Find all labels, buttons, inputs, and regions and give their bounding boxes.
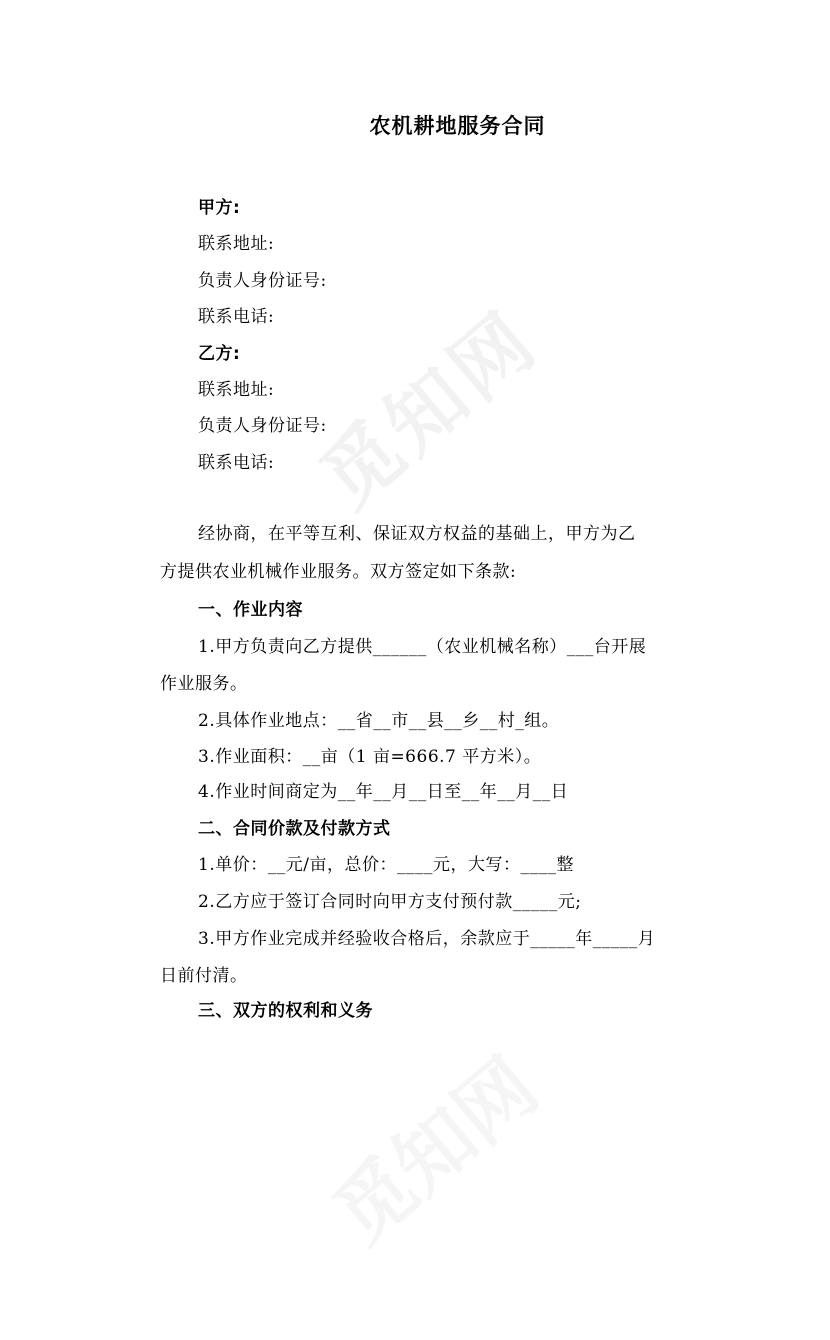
section-1-item-1-line-1: 1.甲方负责向乙方提供______（农业机械名称）___台开展 (198, 637, 647, 657)
party-b-address: 联系地址: (198, 380, 275, 400)
section-1-item-3: 3.作业面积：__亩（1 亩=666.7 平方米）。 (198, 747, 542, 767)
section-1-heading: 一、作业内容 (198, 600, 303, 620)
party-b-label: 乙方: (198, 344, 241, 364)
section-2-item-1: 1.单价：__元/亩，总价：____元，大写：____整 (198, 855, 574, 875)
section-1-item-2: 2.具体作业地点：__省__市__县__乡__村_组。 (198, 711, 560, 731)
party-a-address: 联系地址: (198, 234, 275, 254)
party-b-id-number: 负责人身份证号: (198, 416, 327, 436)
section-3-heading: 三、双方的权利和义务 (198, 1001, 373, 1021)
section-2-item-3-line-1: 3.甲方作业完成并经验收合格后，余款应于_____年_____月 (198, 929, 656, 949)
document-title: 农机耕地服务合同 (369, 114, 546, 138)
section-1-item-4: 4.作业时间商定为__年__月__日至__年__月__日 (198, 782, 569, 802)
party-b-phone: 联系电话: (198, 453, 275, 473)
party-a-label: 甲方: (198, 198, 241, 218)
intro-line-1: 经协商，在平等互利、保证双方权益的基础上，甲方为乙 (198, 524, 636, 544)
watermark: 觅知网 (304, 294, 556, 526)
intro-line-2: 方提供农业机械作业服务。双方签定如下条款: (160, 562, 517, 582)
party-a-phone: 联系电话: (198, 307, 275, 327)
watermark-bottom: 觅知网 (317, 1041, 555, 1262)
party-a-id-number: 负责人身份证号: (198, 271, 327, 291)
section-1-item-1-line-2: 作业服务。 (160, 674, 248, 694)
section-2-heading: 二、合同价款及付款方式 (198, 819, 391, 839)
section-2-item-3-line-2: 日前付清。 (160, 966, 248, 986)
section-2-item-2: 2.乙方应于签订合同时向甲方支付预付款_____元; (198, 892, 582, 912)
